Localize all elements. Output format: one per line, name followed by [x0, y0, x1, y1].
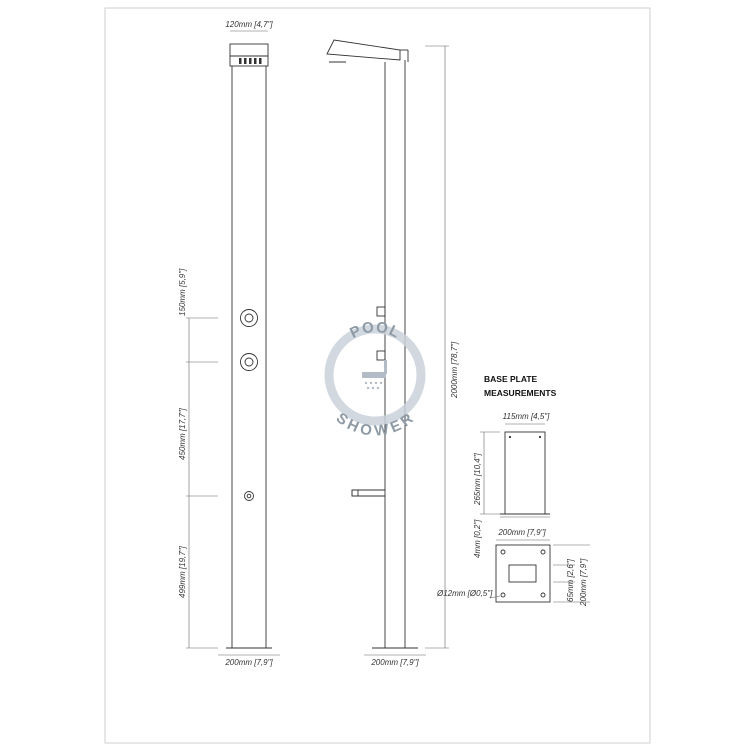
watermark-word-top: POOL — [347, 318, 403, 342]
pool-shower-watermark — [329, 319, 421, 440]
base-plate-section — [436, 374, 590, 607]
base-plate-thickness-label: 4mm [0,2"] — [473, 519, 482, 558]
base-plate-hole-tl — [501, 550, 505, 554]
base-post-bolt-tr — [539, 436, 541, 438]
base-plate-hole-br — [541, 593, 545, 597]
base-plate-hole-bl — [501, 593, 505, 597]
side-foot-tap — [352, 490, 385, 496]
front-foot-tap — [245, 492, 254, 501]
front-bottom-spacing-label: 499mm [19,7"] — [178, 546, 187, 598]
front-top-width-label: 120mm [4,7"] — [225, 20, 273, 29]
base-plate-hole-tr — [541, 550, 545, 554]
base-post-height-label: 265mm [10,4"] — [473, 453, 482, 505]
base-plate-width-label: 200mm [7,9"] — [498, 528, 546, 537]
base-plate-hole-label: Ø12mm [Ø0,5"] — [437, 589, 493, 598]
side-upper-valve-stub — [377, 307, 385, 316]
side-shower-head — [327, 40, 400, 60]
front-mid-spacing-label: 450mm [17,7"] — [178, 408, 187, 460]
base-plate-title-line1: BASE PLATE — [484, 374, 538, 384]
side-lower-valve-stub — [377, 351, 385, 360]
front-view — [178, 20, 280, 667]
side-total-height-label: 2000mm [78,7"] — [450, 341, 459, 398]
front-base-width-label: 200mm [7,9"] — [225, 658, 273, 667]
base-post-elevation — [505, 432, 545, 514]
base-post-bolt-tl — [509, 436, 511, 438]
shower-head-icon — [362, 360, 387, 389]
base-plate-height-label: 200mm [7,9"] — [579, 558, 588, 606]
base-plate-title-line2: MEASUREMENTS — [484, 388, 557, 398]
front-upper-valve — [241, 310, 258, 327]
front-lower-valve — [241, 354, 258, 371]
side-foot-tap-nozzle — [352, 490, 358, 496]
side-base-width-label: 200mm [7,9"] — [371, 658, 419, 667]
base-inner-height-label: 65mm [2,6"] — [566, 559, 575, 602]
side-view — [327, 40, 459, 667]
base-post-width-label: 115mm [4,5"] — [502, 412, 550, 421]
watermark-word-bottom: SHOWER — [332, 409, 418, 440]
base-plate-cutout — [509, 565, 536, 582]
front-head-vents — [239, 58, 262, 64]
front-outlet-spacing-label: 150mm [5,9"] — [178, 268, 187, 316]
